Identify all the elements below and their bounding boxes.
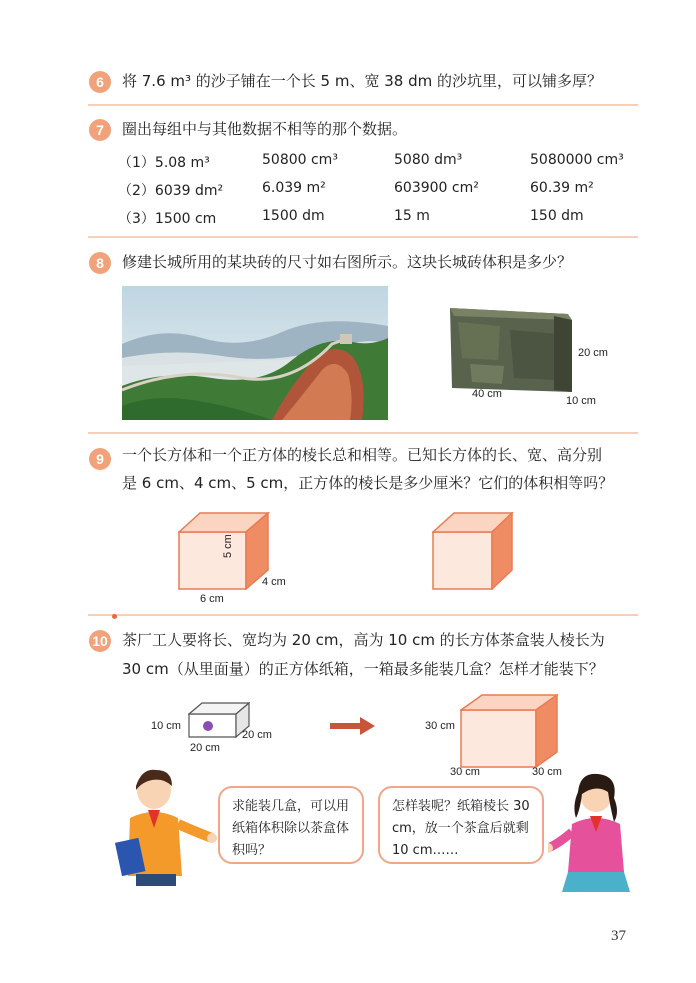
tea-box-figure: [188, 702, 250, 738]
q7-row2-c2: 6.039 m²: [262, 180, 326, 196]
page-number: 37: [611, 928, 626, 944]
divider: [88, 104, 638, 106]
speech-bubble-girl: 怎样装呢？纸箱棱长 30 cm，放一个茶盒后就剩 10 cm……: [378, 786, 544, 864]
question-number-7: 7: [89, 119, 111, 141]
cuboid-width-label: 4 cm: [262, 576, 286, 588]
question-number-6: 6: [89, 71, 111, 93]
brick-height-label: 20 cm: [578, 347, 608, 359]
question-number-8: 8: [89, 252, 111, 274]
tea-box-height-label: 10 cm: [151, 720, 181, 732]
brick-width-label: 10 cm: [566, 395, 596, 407]
question-number-9: 9: [89, 448, 111, 470]
q7-row1-c2: 50800 cm³: [262, 152, 338, 168]
q7-row3-c3: 15 m: [394, 208, 430, 224]
carton-height-label: 30 cm: [425, 720, 455, 732]
arrow-right-icon: [330, 716, 376, 736]
carton-width-label: 30 cm: [532, 766, 562, 778]
divider: [88, 432, 638, 434]
tea-box-length-label: 20 cm: [190, 742, 220, 754]
divider: [88, 236, 638, 238]
q7-row3-c2: 1500 dm: [262, 208, 325, 224]
question-9-line2: 是 6 cm、4 cm、5 cm，正方体的棱长是多少厘米？它们的体积相等吗？: [122, 474, 614, 492]
cuboid-height-label: 5 cm: [222, 534, 234, 558]
challenge-dot: [112, 614, 117, 619]
question-number-10: 10: [89, 630, 111, 652]
cube-figure: [432, 512, 514, 590]
divider: [88, 614, 638, 616]
q7-row1-c3: 5080 dm³: [394, 152, 463, 168]
question-10-line1: 茶厂工人要将长、宽均为 20 cm，高为 10 cm 的长方体茶盒装人棱长为: [122, 631, 605, 649]
question-6-text: 将 7.6 m³ 的沙子铺在一个长 5 m、宽 38 dm 的沙坑里，可以铺多厚？: [122, 72, 603, 90]
q7-row2-c4: 60.39 m²: [530, 180, 594, 196]
q7-row2-label: （2）6039 dm²: [118, 183, 224, 199]
brick-photo: [440, 300, 580, 400]
question-7-text: 圈出每组中与其他数据不相等的那个数据。: [122, 120, 408, 138]
q7-row3-label: （3）1500 cm: [118, 211, 217, 227]
carton-length-label: 30 cm: [450, 766, 480, 778]
speech-bubble-boy: 求能装几盒，可以用纸箱体积除以茶盒体积吗？: [218, 786, 364, 864]
brick-length-label: 40 cm: [472, 388, 502, 400]
q7-row1-c4: 5080000 cm³: [530, 152, 624, 168]
tea-box-width-label: 20 cm: [242, 729, 272, 741]
great-wall-photo: [122, 286, 388, 420]
q7-row3-c4: 150 dm: [530, 208, 584, 224]
question-10-line2: 30 cm（从里面量）的正方体纸箱，一箱最多能装几盒？怎样才能装下？: [122, 660, 604, 678]
carton-figure: [460, 694, 558, 768]
q7-row1-label: （1）5.08 m³: [118, 155, 210, 171]
question-9-line1: 一个长方体和一个正方体的棱长总和相等。已知长方体的长、宽、高分别: [122, 446, 603, 464]
girl-character: [548, 772, 642, 892]
cuboid-length-label: 6 cm: [200, 593, 224, 605]
q7-row2-c3: 603900 cm²: [394, 180, 479, 196]
question-8-text: 修建长城所用的某块砖的尺寸如右图所示。这块长城砖体积是多少？: [122, 253, 573, 271]
boy-character: [112, 766, 218, 886]
